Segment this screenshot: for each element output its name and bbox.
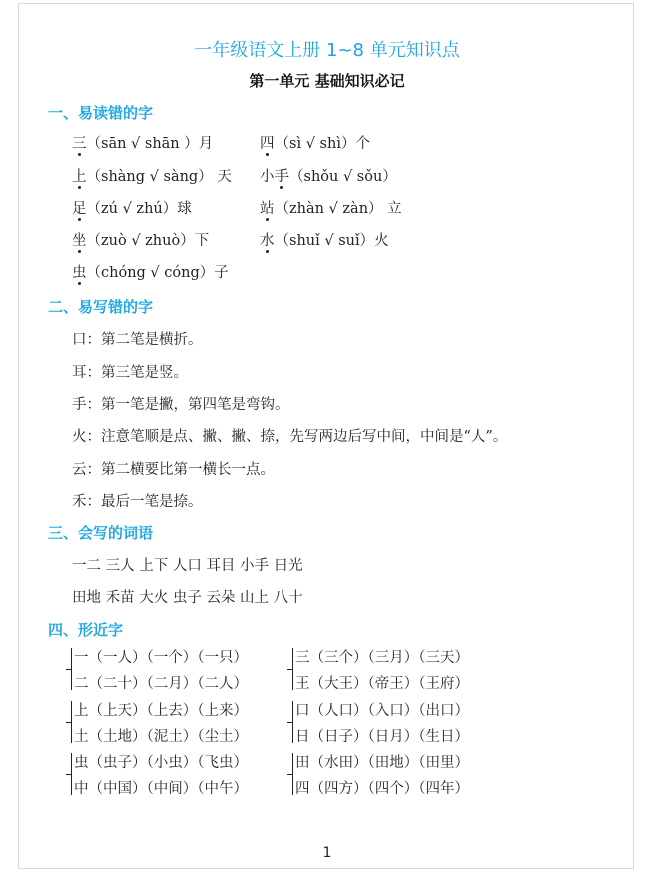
miswritten-item: 禾：最后一笔是捺。 bbox=[72, 494, 203, 510]
document-title: 一年级语文上册 1~8 单元知识点 bbox=[194, 40, 460, 61]
section-heading-misread: 一、易读错的字 bbox=[48, 104, 154, 122]
miswritten-item: 云：第二横要比第一横长一点。 bbox=[72, 462, 275, 478]
similar-char-row: 田（水田）（田地）（田里） bbox=[295, 755, 469, 771]
similar-char-row: 一（一人）（一个）（一只） bbox=[74, 650, 248, 666]
misread-item: 坐（zuò √ zhuò）下 bbox=[72, 229, 209, 250]
similar-char-row: 上（上天）（上去）（上来） bbox=[74, 703, 248, 719]
similar-char-row: 虫（虫子）（小虫）（飞虫） bbox=[74, 755, 248, 771]
miswritten-item: 耳：第三笔是竖。 bbox=[72, 365, 188, 381]
section-heading-vocabulary: 三、会写的词语 bbox=[48, 524, 154, 542]
misread-item: 小手（shǒu √ sǒu） bbox=[260, 165, 397, 186]
miswritten-item: 火：注意笔顺是点、撇、撇、捺，先写两边后写中间，中间是“人”。 bbox=[72, 429, 508, 445]
similar-char-row: 三（三个）（三月）（三天） bbox=[295, 650, 469, 666]
section-heading-miswritten: 二、易写错的字 bbox=[48, 298, 154, 316]
misread-item: 站（zhàn √ zàn） 立 bbox=[260, 197, 402, 218]
misread-item: 水（shuǐ √ suǐ）火 bbox=[260, 229, 389, 250]
miswritten-item: 口：第二笔是横折。 bbox=[72, 332, 203, 348]
misread-item: 四（sì √ shì）个 bbox=[260, 132, 370, 153]
page-number: 1 bbox=[322, 845, 332, 861]
misread-item: 上（shàng √ sàng） 天 bbox=[72, 165, 232, 186]
vocabulary-row: 田地 禾苗 大火 虫子 云朵 山上 八十 bbox=[72, 590, 303, 606]
similar-char-row: 二（二十）（二月）（二人） bbox=[74, 676, 248, 692]
unit-subtitle: 第一单元 基础知识必记 bbox=[249, 72, 405, 90]
similar-char-row: 日（日子）（日月）（生日） bbox=[295, 729, 469, 745]
section-heading-similar-chars: 四、形近字 bbox=[48, 621, 124, 639]
similar-char-row: 土（土地）（泥土）（尘土） bbox=[74, 729, 248, 745]
misread-item: 足（zú √ zhú）球 bbox=[72, 197, 192, 218]
similar-char-row: 王（大王）（帝王）（王府） bbox=[295, 676, 469, 692]
misread-item: 虫（chóng √ cóng）子 bbox=[72, 261, 229, 282]
similar-char-row: 四（四方）（四个）（四年） bbox=[295, 781, 469, 797]
similar-char-row: 口（人口）（入口）（出口） bbox=[295, 703, 469, 719]
miswritten-item: 手：第一笔是撇，第四笔是弯钩。 bbox=[72, 397, 290, 413]
vocabulary-row: 一二 三人 上下 人口 耳目 小手 日光 bbox=[72, 558, 303, 574]
misread-item: 三（sān √ shān ）月 bbox=[72, 132, 213, 153]
similar-char-row: 中（中国）（中间）（中午） bbox=[74, 781, 248, 797]
